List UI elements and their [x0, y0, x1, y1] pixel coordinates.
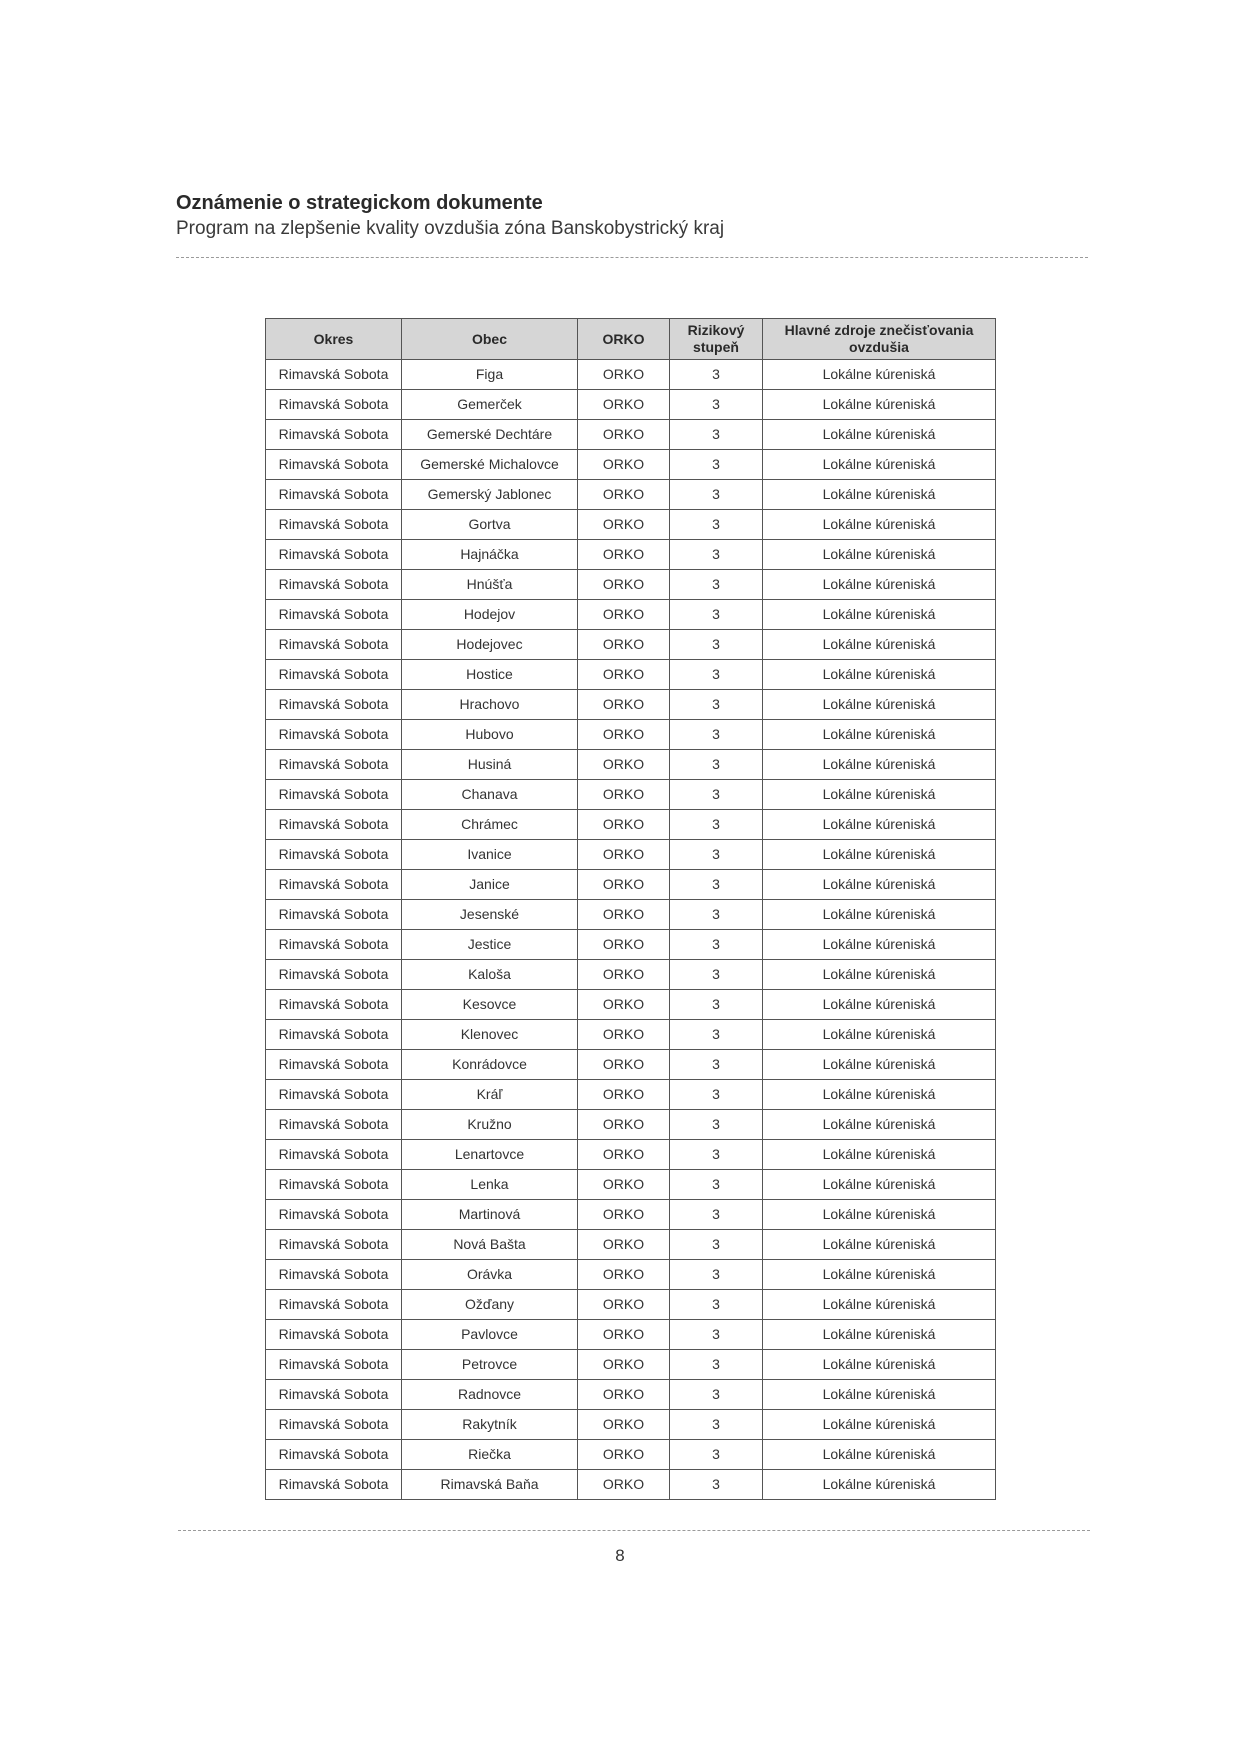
okres-cell: Rimavská Sobota	[266, 1230, 402, 1260]
hlavne-zdroje-cell: Lokálne kúreniská	[763, 1320, 996, 1350]
orko-cell: ORKO	[578, 660, 670, 690]
orko-cell: ORKO	[578, 870, 670, 900]
header-divider	[176, 257, 1088, 258]
orko-cell: ORKO	[578, 1380, 670, 1410]
obec-cell: Gortva	[402, 510, 578, 540]
obec-cell: Riečka	[402, 1440, 578, 1470]
rizikovy-stupen-cell: 3	[670, 900, 763, 930]
table-row	[266, 390, 996, 420]
table-row	[266, 1080, 996, 1110]
okres-cell: Rimavská Sobota	[266, 600, 402, 630]
rizikovy-stupen-cell: 3	[670, 1110, 763, 1140]
rizikovy-stupen-cell: 3	[670, 1380, 763, 1410]
obec-cell: Jesenské	[402, 900, 578, 930]
okres-cell: Rimavská Sobota	[266, 1350, 402, 1380]
orko-cell: ORKO	[578, 930, 670, 960]
hlavne-zdroje-cell: Lokálne kúreniská	[763, 1290, 996, 1320]
obec-cell: Orávka	[402, 1260, 578, 1290]
obec-cell: Hrachovo	[402, 690, 578, 720]
rizikovy-stupen-cell: 3	[670, 930, 763, 960]
obec-cell: Chrámec	[402, 810, 578, 840]
orko-cell: ORKO	[578, 420, 670, 450]
hlavne-zdroje-cell: Lokálne kúreniská	[763, 390, 996, 420]
hlavne-zdroje-cell: Lokálne kúreniská	[763, 1230, 996, 1260]
rizikovy-stupen-cell: 3	[670, 690, 763, 720]
okres-cell: Rimavská Sobota	[266, 1440, 402, 1470]
obec-cell: Lenka	[402, 1170, 578, 1200]
obec-cell: Petrovce	[402, 1350, 578, 1380]
obec-cell: Gemerské Dechtáre	[402, 420, 578, 450]
obec-cell: Chanava	[402, 780, 578, 810]
table-row	[266, 690, 996, 720]
okres-cell: Rimavská Sobota	[266, 1320, 402, 1350]
okres-cell: Rimavská Sobota	[266, 690, 402, 720]
orko-cell: ORKO	[578, 1320, 670, 1350]
table-row	[266, 1020, 996, 1050]
okres-cell: Rimavská Sobota	[266, 1290, 402, 1320]
obec-cell: Kružno	[402, 1110, 578, 1140]
table-row	[266, 1110, 996, 1140]
document-title: Oznámenie o strategickom dokumente	[176, 192, 543, 214]
obec-cell: Pavlovce	[402, 1320, 578, 1350]
rizikovy-stupen-cell: 3	[670, 1200, 763, 1230]
hlavne-zdroje-cell: Lokálne kúreniská	[763, 1020, 996, 1050]
hlavne-zdroje-cell: Lokálne kúreniská	[763, 840, 996, 870]
rizikovy-stupen-cell: 3	[670, 600, 763, 630]
rizikovy-stupen-cell: 3	[670, 1260, 763, 1290]
table-row	[266, 930, 996, 960]
table-row	[266, 570, 996, 600]
hlavne-zdroje-cell: Lokálne kúreniská	[763, 1200, 996, 1230]
table-row	[266, 1320, 996, 1350]
column-header-hlavne-zdroje: Hlavné zdroje znečisťovania ovzdušia	[763, 319, 996, 360]
table-row	[266, 630, 996, 660]
footer-divider	[178, 1530, 1090, 1531]
table-row	[266, 660, 996, 690]
table-row	[266, 360, 996, 390]
hlavne-zdroje-cell: Lokálne kúreniská	[763, 1110, 996, 1140]
orko-cell: ORKO	[578, 1470, 670, 1500]
rizikovy-stupen-cell: 3	[670, 1080, 763, 1110]
okres-cell: Rimavská Sobota	[266, 780, 402, 810]
table-row	[266, 990, 996, 1020]
table-row	[266, 870, 996, 900]
orko-cell: ORKO	[578, 1140, 670, 1170]
obec-cell: Gemerské Michalovce	[402, 450, 578, 480]
table-header-row	[266, 319, 996, 360]
obec-cell: Kesovce	[402, 990, 578, 1020]
hlavne-zdroje-cell: Lokálne kúreniská	[763, 1050, 996, 1080]
hlavne-zdroje-cell: Lokálne kúreniská	[763, 360, 996, 390]
rizikovy-stupen-cell: 3	[670, 840, 763, 870]
obec-cell: Kaloša	[402, 960, 578, 990]
orko-cell: ORKO	[578, 1350, 670, 1380]
obec-cell: Ožďany	[402, 1290, 578, 1320]
rizikovy-stupen-cell: 3	[670, 750, 763, 780]
rizikovy-stupen-cell: 3	[670, 1170, 763, 1200]
orko-cell: ORKO	[578, 1170, 670, 1200]
obec-cell: Martinová	[402, 1200, 578, 1230]
hlavne-zdroje-cell: Lokálne kúreniská	[763, 870, 996, 900]
okres-cell: Rimavská Sobota	[266, 750, 402, 780]
obec-cell: Rimavská Baňa	[402, 1470, 578, 1500]
table-row	[266, 1290, 996, 1320]
table-row	[266, 420, 996, 450]
hlavne-zdroje-cell: Lokálne kúreniská	[763, 510, 996, 540]
okres-cell: Rimavská Sobota	[266, 990, 402, 1020]
okres-cell: Rimavská Sobota	[266, 480, 402, 510]
rizikovy-stupen-cell: 3	[670, 1320, 763, 1350]
table-row	[266, 780, 996, 810]
orko-cell: ORKO	[578, 1020, 670, 1050]
orko-cell: ORKO	[578, 840, 670, 870]
obec-cell: Nová Bašta	[402, 1230, 578, 1260]
orko-cell: ORKO	[578, 1290, 670, 1320]
okres-cell: Rimavská Sobota	[266, 540, 402, 570]
rizikovy-stupen-cell: 3	[670, 990, 763, 1020]
document-header	[176, 190, 1096, 242]
okres-cell: Rimavská Sobota	[266, 840, 402, 870]
okres-cell: Rimavská Sobota	[266, 570, 402, 600]
rizikovy-stupen-cell: 3	[670, 1350, 763, 1380]
hlavne-zdroje-cell: Lokálne kúreniská	[763, 1410, 996, 1440]
okres-cell: Rimavská Sobota	[266, 870, 402, 900]
rizikovy-stupen-cell: 3	[670, 450, 763, 480]
rizikovy-stupen-cell: 3	[670, 630, 763, 660]
okres-cell: Rimavská Sobota	[266, 1110, 402, 1140]
table-row	[266, 1260, 996, 1290]
table-row	[266, 1350, 996, 1380]
column-header-obec: Obec	[402, 319, 578, 360]
table-row	[266, 720, 996, 750]
hlavne-zdroje-cell: Lokálne kúreniská	[763, 1140, 996, 1170]
okres-cell: Rimavská Sobota	[266, 360, 402, 390]
okres-cell: Rimavská Sobota	[266, 900, 402, 930]
orko-cell: ORKO	[578, 1410, 670, 1440]
obec-cell: Konrádovce	[402, 1050, 578, 1080]
rizikovy-stupen-cell: 3	[670, 810, 763, 840]
orko-cell: ORKO	[578, 780, 670, 810]
okres-cell: Rimavská Sobota	[266, 1380, 402, 1410]
okres-cell: Rimavská Sobota	[266, 930, 402, 960]
orko-cell: ORKO	[578, 450, 670, 480]
hlavne-zdroje-cell: Lokálne kúreniská	[763, 660, 996, 690]
obec-cell: Hodejov	[402, 600, 578, 630]
orko-cell: ORKO	[578, 1260, 670, 1290]
orko-cell: ORKO	[578, 750, 670, 780]
hlavne-zdroje-cell: Lokálne kúreniská	[763, 690, 996, 720]
rizikovy-stupen-cell: 3	[670, 720, 763, 750]
okres-cell: Rimavská Sobota	[266, 1260, 402, 1290]
hlavne-zdroje-cell: Lokálne kúreniská	[763, 900, 996, 930]
okres-cell: Rimavská Sobota	[266, 660, 402, 690]
orko-table	[265, 318, 996, 1500]
column-header-rizikovy-stupen: Rizikový stupeň	[670, 319, 763, 360]
okres-cell: Rimavská Sobota	[266, 1470, 402, 1500]
hlavne-zdroje-cell: Lokálne kúreniská	[763, 540, 996, 570]
hlavne-zdroje-cell: Lokálne kúreniská	[763, 630, 996, 660]
rizikovy-stupen-cell: 3	[670, 780, 763, 810]
hlavne-zdroje-cell: Lokálne kúreniská	[763, 810, 996, 840]
rizikovy-stupen-cell: 3	[670, 1140, 763, 1170]
orko-cell: ORKO	[578, 390, 670, 420]
rizikovy-stupen-cell: 3	[670, 1470, 763, 1500]
orko-cell: ORKO	[578, 1200, 670, 1230]
orko-cell: ORKO	[578, 1050, 670, 1080]
okres-cell: Rimavská Sobota	[266, 810, 402, 840]
orko-cell: ORKO	[578, 600, 670, 630]
hlavne-zdroje-cell: Lokálne kúreniská	[763, 570, 996, 600]
orko-cell: ORKO	[578, 720, 670, 750]
obec-cell: Ivanice	[402, 840, 578, 870]
table-row	[266, 1230, 996, 1260]
column-header-okres: Okres	[266, 319, 402, 360]
table-row	[266, 1440, 996, 1470]
hlavne-zdroje-cell: Lokálne kúreniská	[763, 1470, 996, 1500]
rizikovy-stupen-cell: 3	[670, 1290, 763, 1320]
table-row	[266, 1050, 996, 1080]
rizikovy-stupen-cell: 3	[670, 570, 763, 600]
obec-cell: Jestice	[402, 930, 578, 960]
rizikovy-stupen-cell: 3	[670, 660, 763, 690]
orko-cell: ORKO	[578, 1110, 670, 1140]
hlavne-zdroje-cell: Lokálne kúreniská	[763, 480, 996, 510]
hlavne-zdroje-cell: Lokálne kúreniská	[763, 1350, 996, 1380]
table-row	[266, 540, 996, 570]
hlavne-zdroje-cell: Lokálne kúreniská	[763, 750, 996, 780]
okres-cell: Rimavská Sobota	[266, 510, 402, 540]
obec-cell: Figa	[402, 360, 578, 390]
orko-cell: ORKO	[578, 960, 670, 990]
hlavne-zdroje-cell: Lokálne kúreniská	[763, 720, 996, 750]
orko-cell: ORKO	[578, 360, 670, 390]
rizikovy-stupen-cell: 3	[670, 360, 763, 390]
hlavne-zdroje-cell: Lokálne kúreniská	[763, 780, 996, 810]
rizikovy-stupen-cell: 3	[670, 510, 763, 540]
orko-cell: ORKO	[578, 480, 670, 510]
hlavne-zdroje-cell: Lokálne kúreniská	[763, 420, 996, 450]
rizikovy-stupen-cell: 3	[670, 870, 763, 900]
rizikovy-stupen-cell: 3	[670, 1410, 763, 1440]
obec-cell: Janice	[402, 870, 578, 900]
hlavne-zdroje-cell: Lokálne kúreniská	[763, 1260, 996, 1290]
hlavne-zdroje-cell: Lokálne kúreniská	[763, 930, 996, 960]
rizikovy-stupen-cell: 3	[670, 1050, 763, 1080]
orko-cell: ORKO	[578, 570, 670, 600]
hlavne-zdroje-cell: Lokálne kúreniská	[763, 1440, 996, 1470]
okres-cell: Rimavská Sobota	[266, 1170, 402, 1200]
rizikovy-stupen-cell: 3	[670, 1230, 763, 1260]
table-row	[266, 960, 996, 990]
obec-cell: Hajnáčka	[402, 540, 578, 570]
document-subtitle: Program na zlepšenie kvality ovzdušia zóna Banskobystrický kraj	[176, 218, 725, 239]
orko-cell: ORKO	[578, 1080, 670, 1110]
hlavne-zdroje-cell: Lokálne kúreniská	[763, 1380, 996, 1410]
hlavne-zdroje-cell: Lokálne kúreniská	[763, 600, 996, 630]
column-header-orko: ORKO	[578, 319, 670, 360]
okres-cell: Rimavská Sobota	[266, 630, 402, 660]
okres-cell: Rimavská Sobota	[266, 1050, 402, 1080]
obec-cell: Klenovec	[402, 1020, 578, 1050]
obec-cell: Hodejovec	[402, 630, 578, 660]
table-row	[266, 900, 996, 930]
obec-cell: Hostice	[402, 660, 578, 690]
obec-cell: Gemerček	[402, 390, 578, 420]
hlavne-zdroje-cell: Lokálne kúreniská	[763, 990, 996, 1020]
okres-cell: Rimavská Sobota	[266, 1020, 402, 1050]
obec-cell: Gemerský Jablonec	[402, 480, 578, 510]
table-body	[266, 360, 996, 1500]
okres-cell: Rimavská Sobota	[266, 720, 402, 750]
table-row	[266, 1470, 996, 1500]
hlavne-zdroje-cell: Lokálne kúreniská	[763, 450, 996, 480]
orko-cell: ORKO	[578, 1440, 670, 1470]
rizikovy-stupen-cell: 3	[670, 540, 763, 570]
orko-cell: ORKO	[578, 900, 670, 930]
obec-cell: Radnovce	[402, 1380, 578, 1410]
table-row	[266, 750, 996, 780]
obec-cell: Lenartovce	[402, 1140, 578, 1170]
hlavne-zdroje-cell: Lokálne kúreniská	[763, 1170, 996, 1200]
orko-cell: ORKO	[578, 990, 670, 1020]
rizikovy-stupen-cell: 3	[670, 960, 763, 990]
obec-cell: Rakytník	[402, 1410, 578, 1440]
rizikovy-stupen-cell: 3	[670, 1020, 763, 1050]
orko-cell: ORKO	[578, 1230, 670, 1260]
rizikovy-stupen-cell: 3	[670, 480, 763, 510]
table-row	[266, 480, 996, 510]
table-row	[266, 840, 996, 870]
orko-cell: ORKO	[578, 540, 670, 570]
okres-cell: Rimavská Sobota	[266, 960, 402, 990]
rizikovy-stupen-cell: 3	[670, 420, 763, 450]
page-number: 8	[615, 1546, 625, 1565]
okres-cell: Rimavská Sobota	[266, 450, 402, 480]
table-row	[266, 1170, 996, 1200]
table-row	[266, 600, 996, 630]
table-row	[266, 810, 996, 840]
table-row	[266, 1140, 996, 1170]
orko-cell: ORKO	[578, 510, 670, 540]
orko-cell: ORKO	[578, 690, 670, 720]
okres-cell: Rimavská Sobota	[266, 1410, 402, 1440]
obec-cell: Husiná	[402, 750, 578, 780]
rizikovy-stupen-cell: 3	[670, 390, 763, 420]
okres-cell: Rimavská Sobota	[266, 1080, 402, 1110]
okres-cell: Rimavská Sobota	[266, 1200, 402, 1230]
obec-cell: Hubovo	[402, 720, 578, 750]
table-row	[266, 510, 996, 540]
orko-cell: ORKO	[578, 810, 670, 840]
table-row	[266, 450, 996, 480]
table-row	[266, 1380, 996, 1410]
okres-cell: Rimavská Sobota	[266, 390, 402, 420]
rizikovy-stupen-cell: 3	[670, 1440, 763, 1470]
obec-cell: Kráľ	[402, 1080, 578, 1110]
okres-cell: Rimavská Sobota	[266, 1140, 402, 1170]
hlavne-zdroje-cell: Lokálne kúreniská	[763, 1080, 996, 1110]
hlavne-zdroje-cell: Lokálne kúreniská	[763, 960, 996, 990]
obec-cell: Hnúšťa	[402, 570, 578, 600]
orko-cell: ORKO	[578, 630, 670, 660]
table-row	[266, 1200, 996, 1230]
table-row	[266, 1410, 996, 1440]
okres-cell: Rimavská Sobota	[266, 420, 402, 450]
